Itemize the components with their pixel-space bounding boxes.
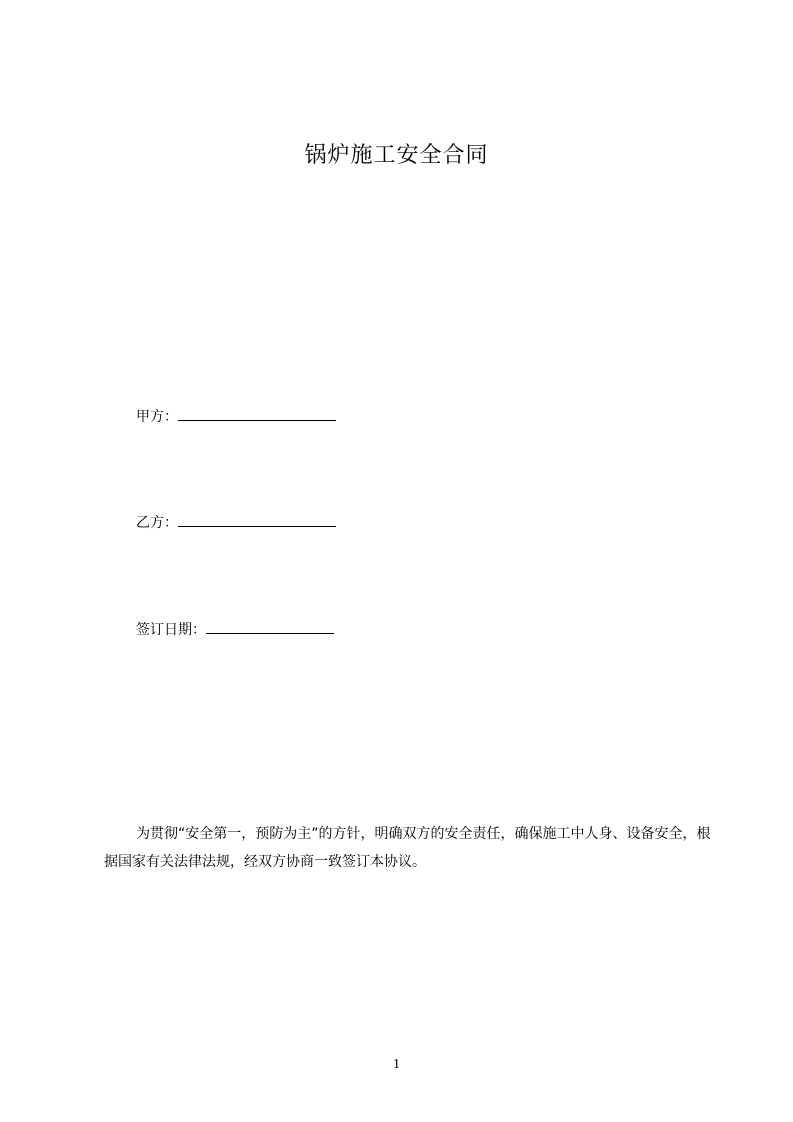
signing-date-blank-line: [206, 619, 334, 634]
page-number: 1: [393, 1057, 400, 1072]
signing-date-field: [136, 619, 334, 640]
party-a-label: 甲方：: [136, 409, 178, 425]
intro-paragraph: 为贯彻“安全第一，预防为主”的方针，明确双方的安全责任，确保施工中人身、设备安全，根据国家有关法律法规，经双方协商一致签订本协议。: [104, 826, 711, 870]
party-a-field: [136, 406, 336, 427]
party-b-blank-line: [178, 512, 336, 527]
document-title: 锅炉施工安全合同: [304, 143, 489, 168]
intro-section: [104, 820, 724, 876]
party-b-label: 乙方：: [136, 515, 178, 531]
party-a-blank-line: [178, 406, 336, 421]
signing-date-label: 签订日期：: [136, 622, 206, 638]
party-b-field: [136, 512, 336, 533]
